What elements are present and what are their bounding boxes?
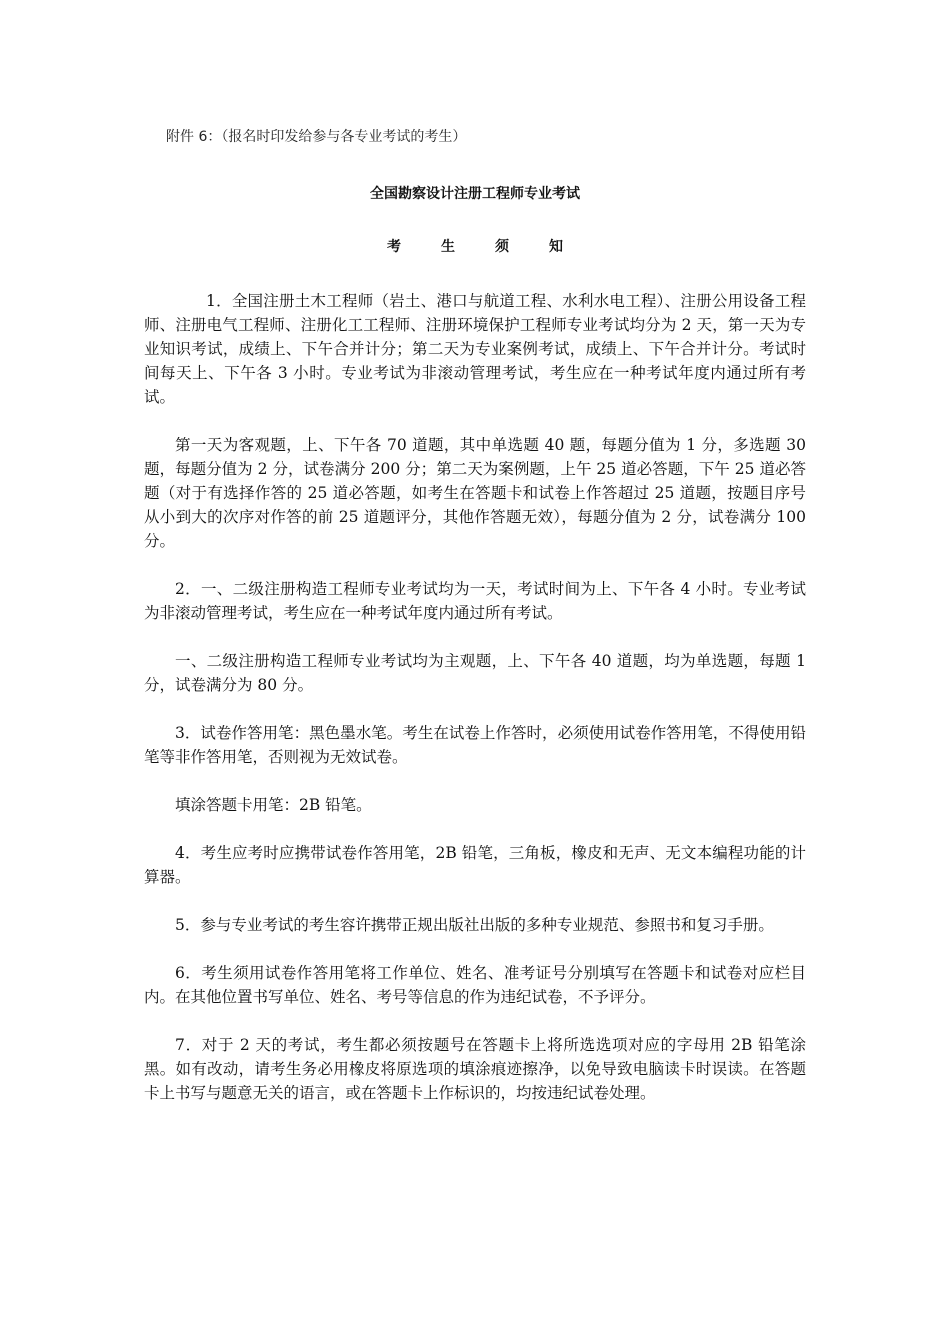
document-body xyxy=(144,289,806,1129)
paragraph-6: 6．考生须用试卷作答用笔将工作单位、姓名、准考证号分别填写在答题卡和试卷对应栏目内。在其他位置书写单位、姓名、考号等信息的作为违纪试卷，不予评分。 xyxy=(144,964,806,1006)
paragraph-7: 7．对于 2 天的考试，考生都必须按题号在答题卡上将所选选项对应的字母用 2B 铅笔涂黑。如有改动，请考生务必用橡皮将原选项的填涂痕迹擦净，以免导致电脑读卡时误读。在答题卡上书写与题意无关的语言，或在答题卡上作标识的，均按违纪试卷处理。 xyxy=(144,1036,806,1102)
paragraph-5: 5．参与专业考试的考生容许携带正规出版社出版的多种专业规范、参照书和复习手册。 xyxy=(175,916,774,934)
paragraph-1: 1．全国注册土木工程师（岩土、港口与航道工程、水利水电工程）、注册公用设备工程师、注册电气工程师、注册化工工程师、注册环境保护工程师专业考试均分为 2 天，第一天为专业知识考试，成绩上、下午合并计分；第二天为专业案例考试，成绩上、下午合并计分。考试时间每天上、下午各 3 小时。专业考试为非滚动管理考试，考生应在一种考试年度内通过所有考试。 xyxy=(144,292,806,406)
paragraph-2-detail: 一、二级注册构造工程师专业考试均为主观题，上、下午各 40 道题，均为单选题，每题 1 分，试卷满分为 80 分。 xyxy=(144,652,806,694)
paragraph-1-detail: 第一天为客观题，上、下午各 70 道题，其中单选题 40 题，每题分值为 1 分，多选题 30 题，每题分值为 2 分，试卷满分 200 分；第二天为案例题，上午 25 道必答题，下午 25 道必答题（对于有选择作答的 25 道必答题，如考生在答题卡和试卷上作答超过 25 道题，按题目序号从小到大的次序对作答的前 25 道题评分，其他作答题无效），每题分值为 2 分，试卷满分 100 分。 xyxy=(144,436,806,550)
paragraph-4: 4．考生应考时应携带试卷作答用笔，2B 铅笔，三角板，橡皮和无声、无文本编程功能的计算器。 xyxy=(144,844,806,886)
attachment-note: 附件 6：（报名时印发给参与各专业考试的考生） xyxy=(166,129,467,145)
paragraph-3: 3．试卷作答用笔：黑色墨水笔。考生在试卷上作答时，必须使用试卷作答用笔，不得使用铅笔等非作答用笔，否则视为无效试卷。 xyxy=(144,724,806,766)
document-title: 全国勘察设计注册工程师专业考试 xyxy=(370,186,580,202)
paragraph-2: 2．一、二级注册构造工程师专业考试均为一天，考试时间为上、下午各 4 小时。专业考试为非滚动管理考试，考生应在一种考试年度内通过所有考试。 xyxy=(144,580,806,622)
document-subtitle: 考生须知 xyxy=(387,239,603,255)
paragraph-3-detail: 填涂答题卡用笔：2B 铅笔。 xyxy=(175,796,372,814)
